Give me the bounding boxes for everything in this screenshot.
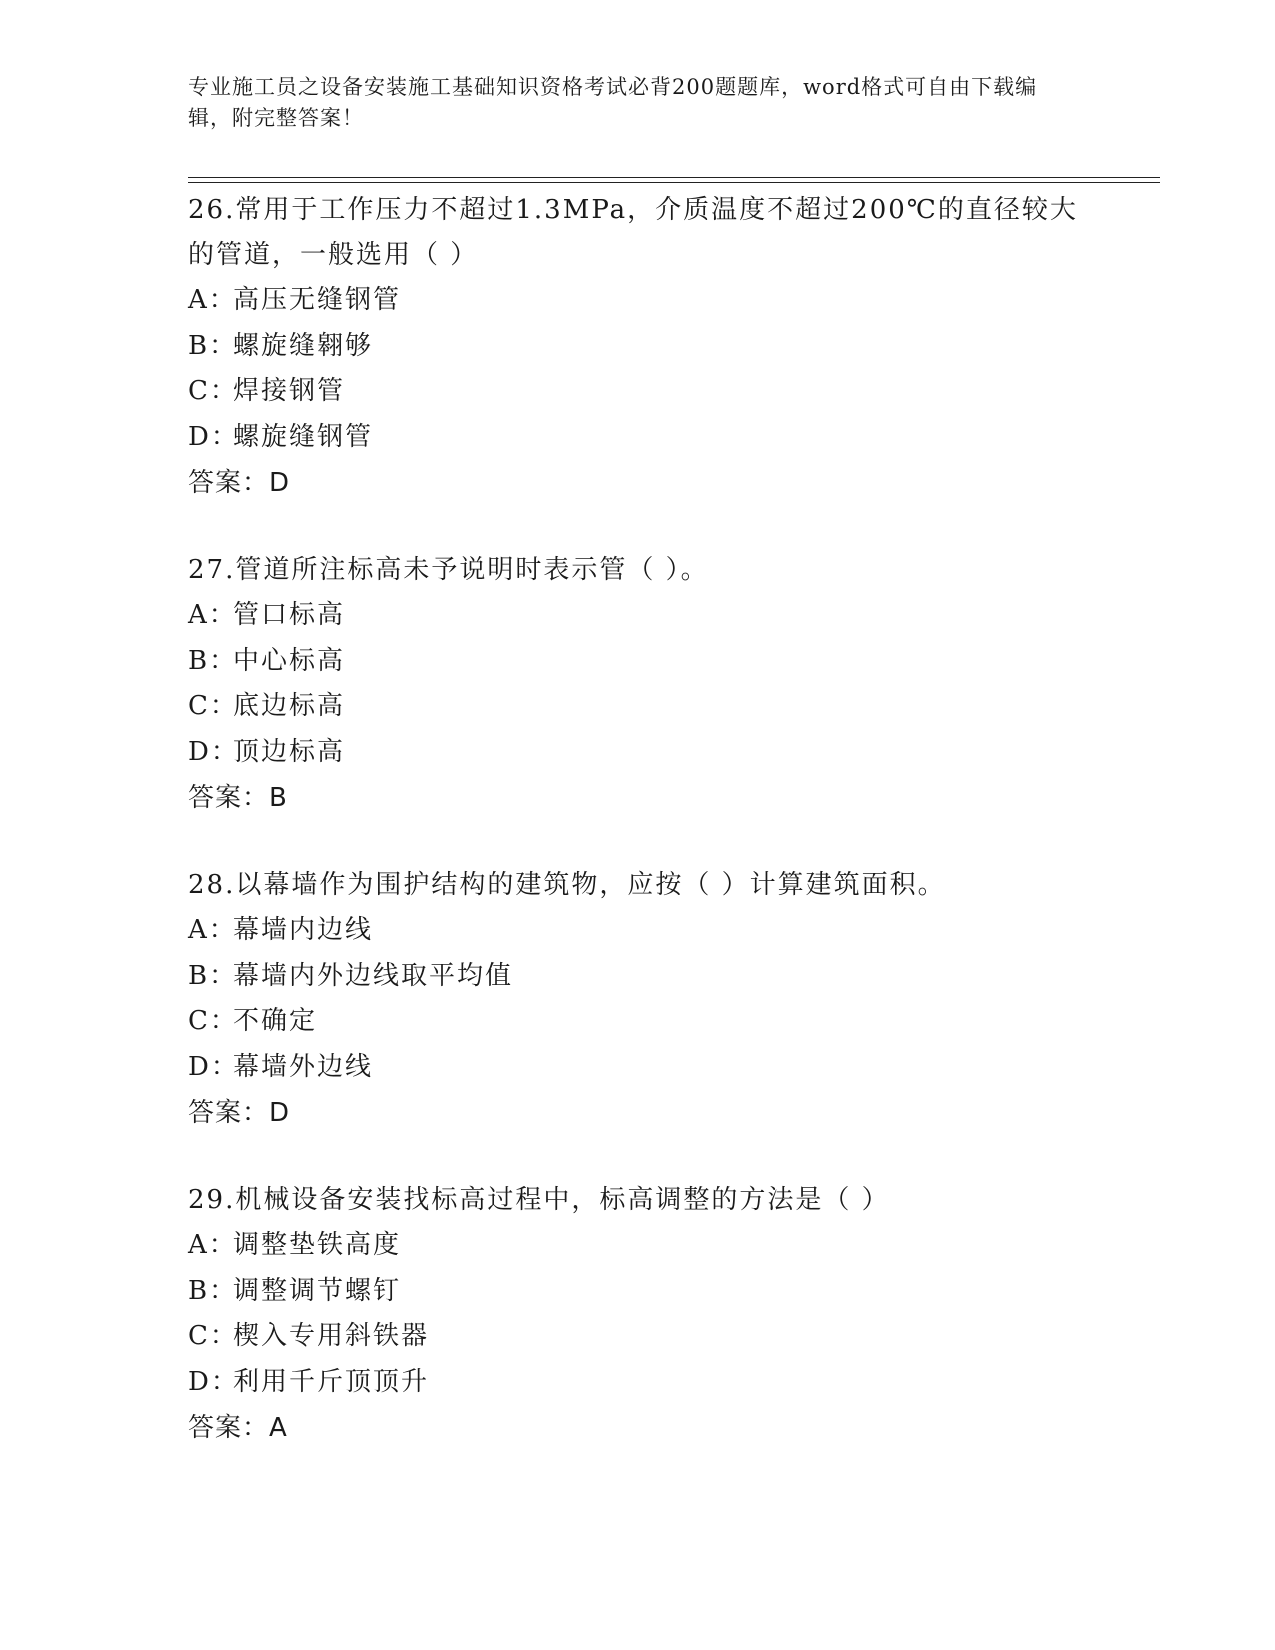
question-28 — [188, 863, 1088, 1136]
option-text: 焊接钢管 — [233, 376, 346, 406]
answer-line: 答案：A — [188, 1413, 288, 1443]
option-text: 高压无缝钢管 — [233, 285, 402, 315]
option-a — [188, 593, 1088, 639]
option-letter: B： — [188, 1275, 238, 1306]
option-a — [188, 278, 1088, 324]
option-d — [188, 1360, 1088, 1406]
option-text: 底边标高 — [233, 691, 346, 721]
option-text: 楔入专用斜铁器 — [233, 1321, 430, 1351]
question-26 — [188, 188, 1088, 506]
option-d — [188, 415, 1088, 461]
answer-line: 答案：B — [188, 783, 288, 813]
question-27 — [188, 548, 1088, 821]
option-c — [188, 1314, 1088, 1360]
option-letter: B： — [188, 960, 238, 991]
option-letter: B： — [188, 330, 238, 361]
option-text: 中心标高 — [233, 645, 346, 676]
option-letter: D： — [188, 421, 239, 452]
header-rule-bottom — [188, 182, 1160, 183]
option-text: 管口标高 — [233, 600, 346, 630]
option-letter: B： — [188, 645, 238, 676]
answer-line: 答案：D — [188, 1098, 291, 1128]
option-letter: C： — [188, 376, 238, 406]
option-text: 螺旋缝翱够 — [233, 330, 374, 361]
option-text: 调整垫铁高度 — [233, 1230, 402, 1260]
option-a — [188, 908, 1088, 954]
option-b — [188, 954, 1088, 1000]
answer-line: 答案：D — [188, 468, 291, 498]
question-stem: 26.常用于工作压力不超过1.3MPa，介质温度不超过200℃的直径较大的管道，一般选用（ ） — [188, 195, 1078, 270]
option-letter: A： — [188, 285, 237, 315]
option-text: 顶边标高 — [233, 736, 346, 767]
option-text: 利用千斤顶顶升 — [233, 1366, 430, 1397]
option-letter: D： — [188, 736, 239, 767]
option-letter: C： — [188, 1006, 238, 1036]
option-b — [188, 1269, 1088, 1315]
option-letter: A： — [188, 1230, 237, 1260]
option-text: 幕墙外边线 — [233, 1051, 374, 1082]
option-letter: C： — [188, 1321, 238, 1351]
option-c — [188, 369, 1088, 415]
option-b — [188, 324, 1088, 370]
option-text: 螺旋缝钢管 — [233, 421, 374, 452]
option-letter: D： — [188, 1366, 239, 1397]
question-29 — [188, 1178, 1088, 1451]
option-d — [188, 1045, 1088, 1091]
option-a — [188, 1223, 1088, 1269]
question-stem: 28.以幕墙作为围护结构的建筑物，应按（ ）计算建筑面积。 — [188, 870, 946, 900]
option-letter: C： — [188, 691, 238, 721]
option-b — [188, 639, 1088, 685]
question-stem: 27.管道所注标高未予说明时表示管（ ）。 — [188, 555, 709, 585]
option-text: 不确定 — [233, 1006, 318, 1036]
option-text: 幕墙内外边线取平均值 — [233, 960, 514, 991]
question-stem: 29.机械设备安装找标高过程中，标高调整的方法是（ ） — [188, 1185, 890, 1215]
option-text: 幕墙内边线 — [233, 915, 374, 945]
document-header: 专业施工员之设备安装施工基础知识资格考试必背200题题库，word格式可自由下载编辑，附完整答案！ — [188, 75, 1038, 130]
question-list — [188, 188, 1088, 1493]
option-letter: A： — [188, 915, 237, 945]
option-d — [188, 730, 1088, 776]
option-letter: A： — [188, 600, 237, 630]
option-c — [188, 684, 1088, 730]
option-text: 调整调节螺钉 — [233, 1275, 402, 1306]
header-rule-top — [188, 177, 1160, 178]
option-letter: D： — [188, 1051, 239, 1082]
option-c — [188, 999, 1088, 1045]
